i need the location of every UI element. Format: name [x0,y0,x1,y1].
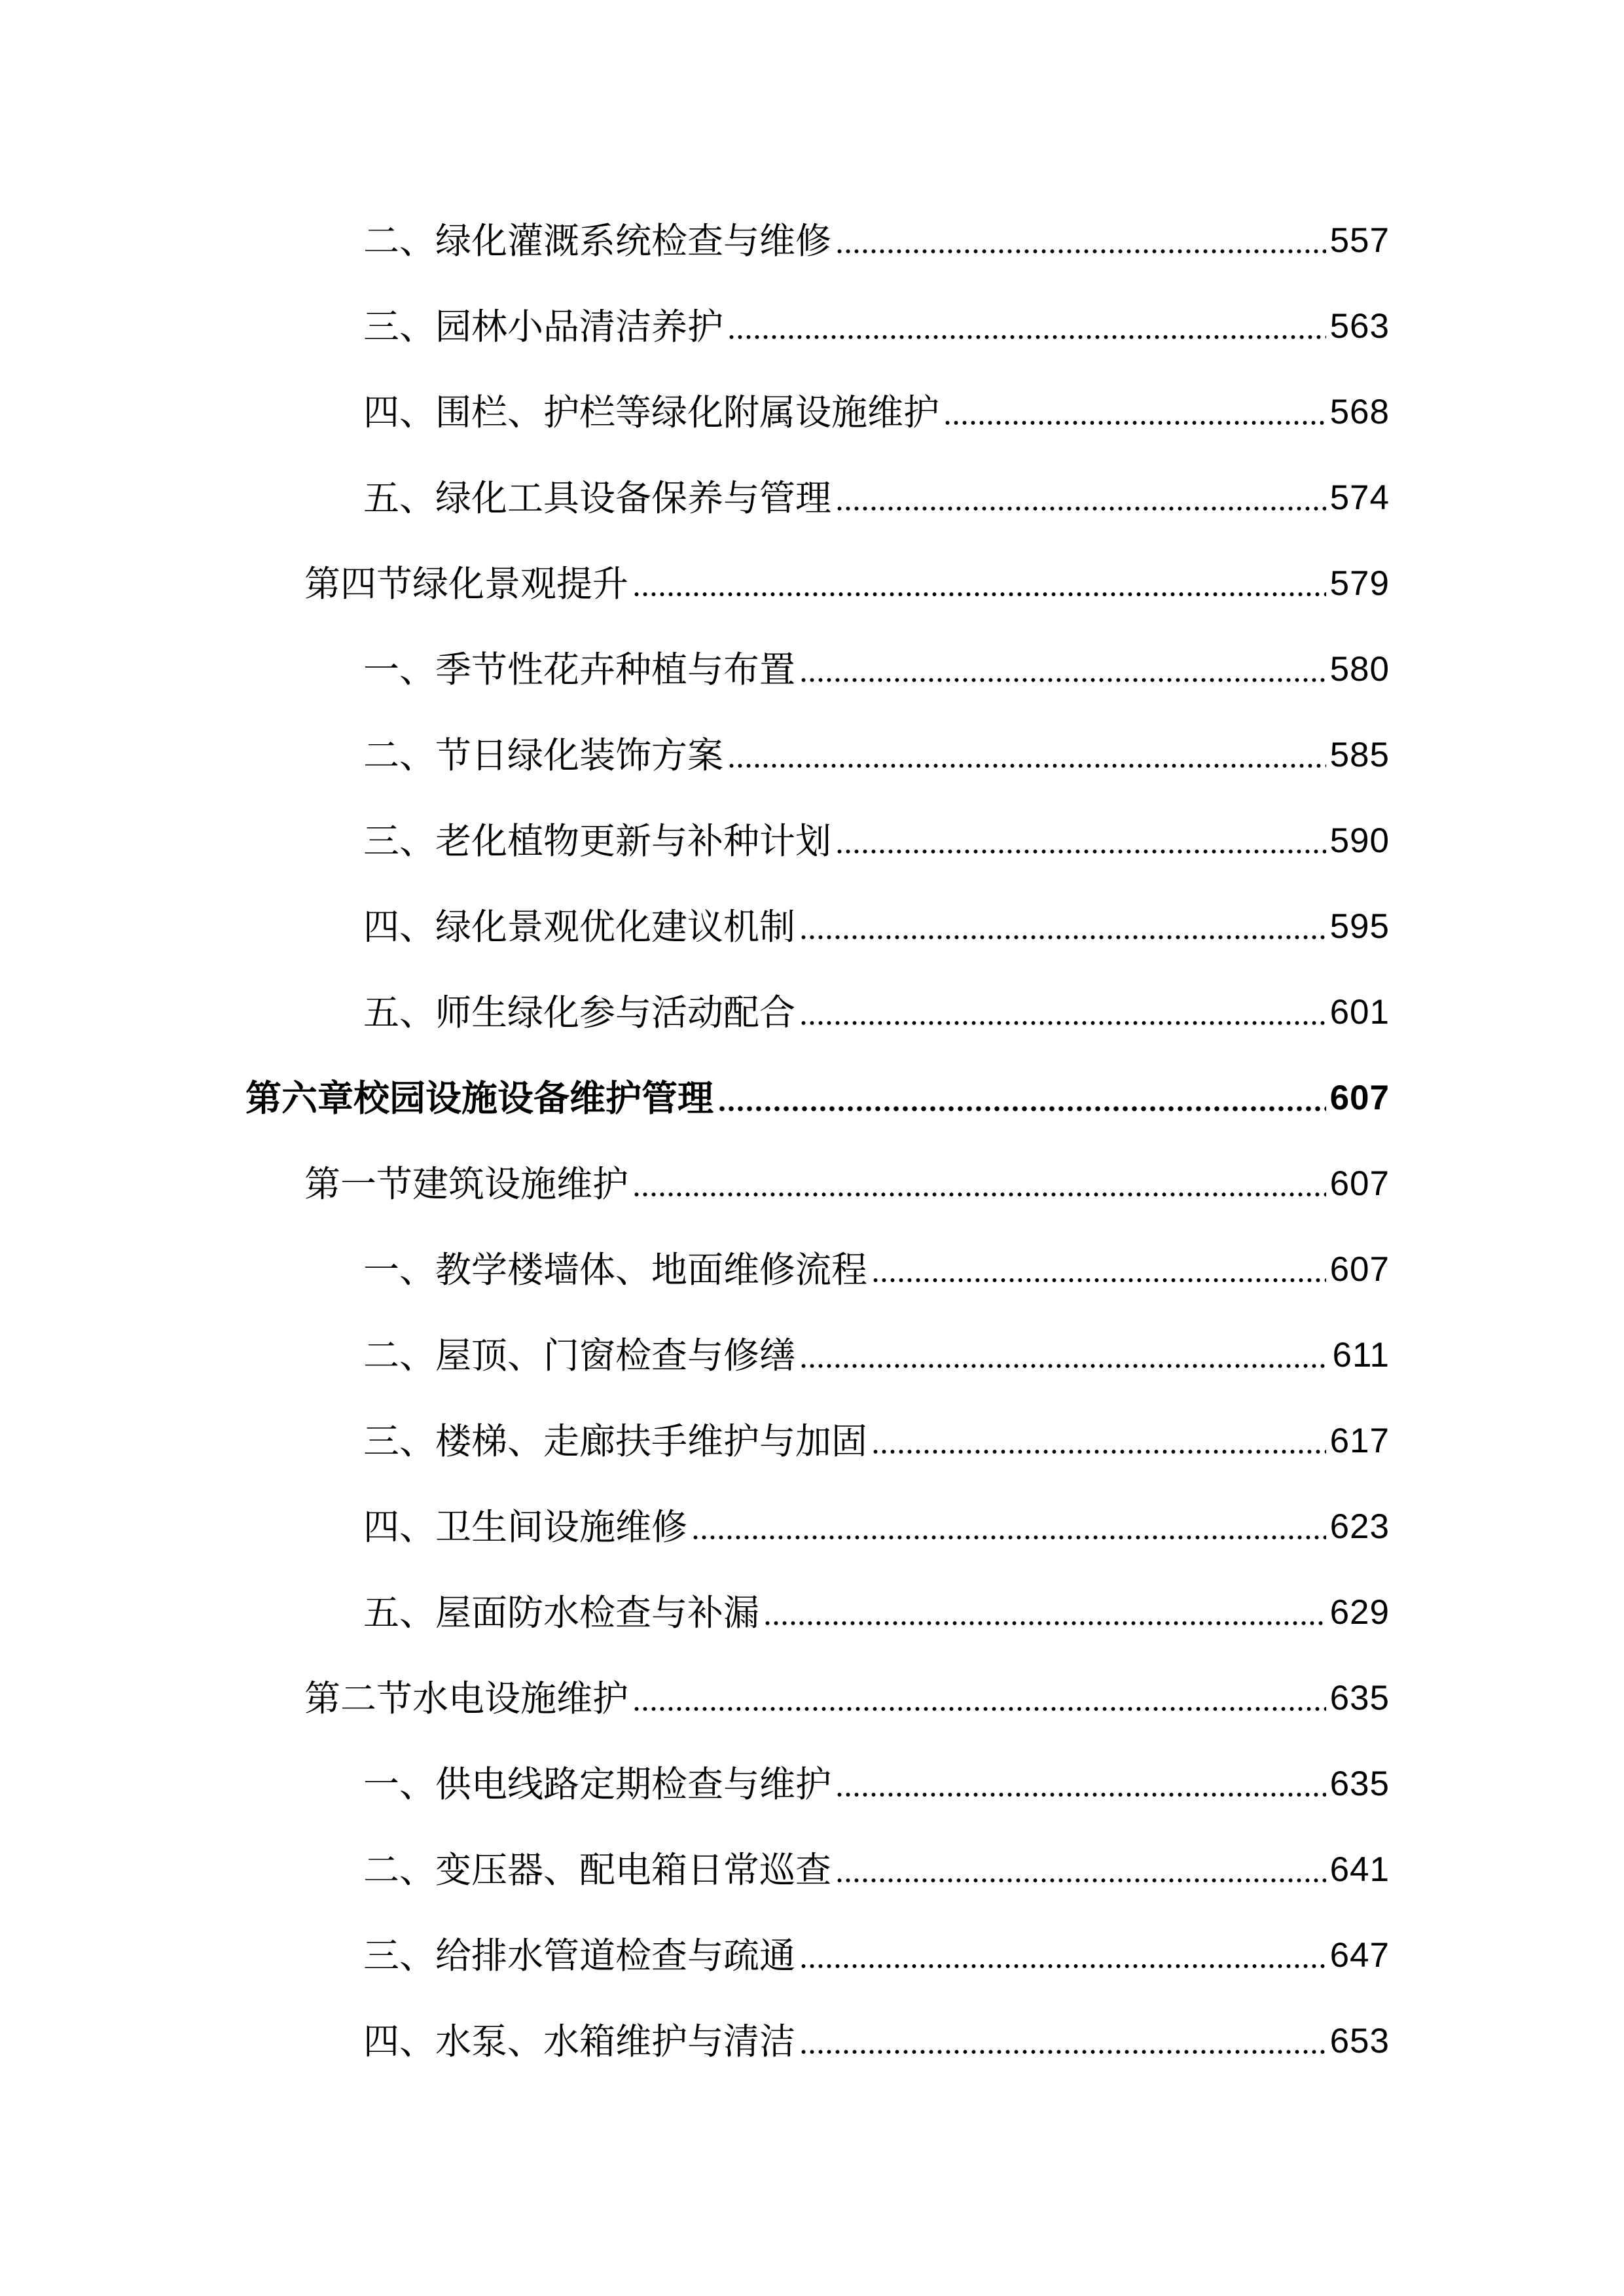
toc-entry[interactable] [363,465,1390,531]
dot-leader [799,673,1326,687]
toc-entry-page: 635 [1329,1765,1390,1803]
toc-entry[interactable] [363,637,1390,702]
toc-entry-title: 二、节日绿化装饰方案 [363,734,724,776]
toc-entry[interactable] [363,894,1390,960]
toc-entry-title: 四、绿化景观优化建议机制 [363,906,796,948]
toc-entry-page: 647 [1329,1936,1390,1975]
dot-leader [799,2045,1326,2058]
toc-entry-title: 五、屋面防水检查与补漏 [363,1592,760,1634]
dot-leader [835,845,1326,858]
toc-entry-page: 607 [1329,1250,1390,1289]
toc-entry-page: 653 [1329,2022,1390,2060]
toc-entry[interactable] [363,2009,1390,2074]
dot-leader [943,416,1326,429]
toc-entry[interactable] [363,1494,1390,1560]
dot-leader [835,1788,1326,1801]
toc-entry-title: 二、屋顶、门窗检查与修缮 [363,1335,796,1376]
dot-leader [632,588,1326,601]
toc-entry-title: 一、供电线路定期检查与维护 [363,1763,832,1805]
toc-entry-title: 四、卫生间设施维修 [363,1506,688,1548]
toc-entry-page: 568 [1329,393,1390,431]
toc-entry[interactable] [363,808,1390,874]
toc-section-entry[interactable] [304,551,1390,617]
toc-entry[interactable] [363,208,1390,274]
toc-entry[interactable] [363,980,1390,1045]
toc-entry[interactable] [363,723,1390,788]
dot-leader [835,1874,1326,1887]
toc-entry-title: 第六章校园设施设备维护管理 [245,1077,714,1119]
dot-leader [632,1188,1326,1201]
dot-leader [691,1531,1326,1544]
dot-leader [717,1102,1326,1115]
toc-entry[interactable] [363,294,1390,359]
dot-leader [727,759,1326,772]
toc-entry[interactable] [363,1323,1390,1388]
dot-leader [871,1445,1326,1458]
toc-entry-page: 580 [1329,650,1390,689]
toc-entry-page: 641 [1329,1850,1390,1889]
toc-entry-title: 三、老化植物更新与补种计划 [363,820,832,862]
toc-entry-title: 二、变压器、配电箱日常巡查 [363,1849,832,1891]
dot-leader [632,1702,1326,1715]
toc-entry-title: 第二节水电设施维护 [304,1677,629,1719]
toc-entry-page: 595 [1329,907,1390,946]
toc-section-entry[interactable] [304,1151,1390,1217]
toc-entry[interactable] [363,1580,1390,1645]
toc-entry-title: 五、绿化工具设备保养与管理 [363,477,832,519]
toc-entry-page: 607 [1329,1079,1390,1117]
dot-leader [727,331,1326,344]
toc-entry-page: 557 [1329,221,1390,260]
dot-leader [835,245,1326,258]
toc-entry-title: 三、给排水管道检查与疏通 [363,1935,796,1977]
toc-entry[interactable] [363,1837,1390,1903]
toc-entry[interactable] [363,1751,1390,1817]
toc-entry-title: 三、园林小品清洁养护 [363,306,724,348]
toc-entry-page: 607 [1329,1164,1390,1203]
toc-entry-title: 三、楼梯、走廊扶手维护与加固 [363,1420,868,1462]
toc-chapter-entry[interactable] [245,1066,1390,1131]
toc-section-entry[interactable] [304,1666,1390,1731]
toc-entry-page: 635 [1329,1679,1390,1717]
toc-entry-page: 623 [1329,1507,1390,1546]
toc-entry-page: 590 [1329,821,1390,860]
toc-entry-page: 574 [1329,478,1390,517]
toc-entry-title: 一、教学楼墙体、地面维修流程 [363,1249,868,1291]
toc-entry-title: 第一节建筑设施维护 [304,1163,629,1205]
dot-leader [799,1016,1326,1030]
toc-entry-title: 第四节绿化景观提升 [304,563,629,605]
dot-leader [871,1274,1326,1287]
toc-entry-page: 611 [1332,1336,1390,1374]
toc-entry-page: 601 [1329,993,1390,1031]
toc-entry-page: 579 [1329,564,1390,603]
toc-entry-title: 五、师生绿化参与活动配合 [363,992,796,1033]
dot-leader [799,1960,1326,1973]
toc-entry-title: 四、围栏、护栏等绿化附属设施维护 [363,391,940,433]
toc-entry-page: 585 [1329,736,1390,774]
toc-entry[interactable] [363,1408,1390,1474]
dot-leader [763,1617,1326,1630]
toc-entry-page: 629 [1329,1593,1390,1632]
dot-leader [835,502,1326,515]
toc-entry[interactable] [363,1237,1390,1302]
toc-entry-title: 一、季节性花卉种植与布置 [363,649,796,691]
dot-leader [799,1359,1328,1372]
toc-entry[interactable] [363,1923,1390,1988]
toc-entry[interactable] [363,380,1390,445]
toc-entry-page: 617 [1329,1422,1390,1460]
toc-entry-title: 二、绿化灌溉系统检查与维修 [363,220,832,262]
dot-leader [799,931,1326,944]
toc-entry-page: 563 [1329,307,1390,346]
toc-entry-title: 四、水泵、水箱维护与清洁 [363,2020,796,2062]
